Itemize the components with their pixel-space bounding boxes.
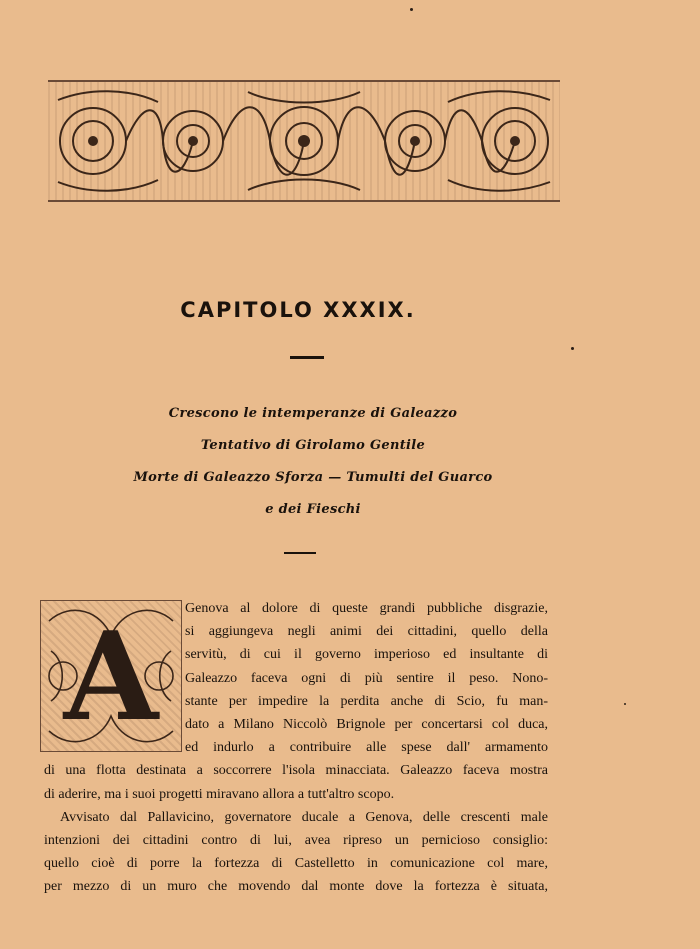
text-line: per mezzo di un muro che movendo dal monte dove la fortezza è situata, — [44, 879, 548, 895]
summary-line: e dei Fieschi — [265, 502, 361, 517]
text-line: si aggiungeva negli animi dei cittadini, quello della — [185, 624, 548, 640]
summary-divider-rule — [284, 552, 316, 554]
text-line: di aderire, ma i suoi progetti miravano allora a tutt'altro scopo. — [44, 786, 395, 802]
ink-speck — [624, 703, 626, 705]
text-line: Avvisato dal Pallavicino, governatore ducale a Genova, delle crescenti male — [60, 809, 548, 825]
title-divider-rule — [290, 356, 324, 359]
text-line: quello cioè di porre la fortezza di Castelletto in comunicazione col mare, — [44, 856, 548, 872]
ornament-scrollwork — [48, 82, 560, 200]
summary-line: Tentativo di Girolamo Gentile — [200, 438, 426, 453]
summary-line: Morte di Galeazzo Sforza — Tumulti del Guarco — [133, 470, 493, 485]
text-line: stante per impedire la perdita anche di Scio, fu man- — [185, 693, 548, 709]
ornamental-header-band — [48, 80, 560, 202]
text-line: servitù, di cui il governo imperioso ed insultante di — [185, 647, 548, 663]
text-line: di una flotta destinata a soccorrere l'isola minacciata. Galeazzo faceva mostra — [44, 763, 548, 779]
body-text — [44, 597, 548, 899]
summary-line: Crescono le intemperanze di Galeazzo — [168, 406, 458, 421]
dropcap-letter: A — [63, 604, 159, 748]
text-line: intenzioni dei cittadini contro di lui, avea ripreso un pernicioso consiglio: — [44, 833, 548, 849]
chapter-title: CAPITOLO XXXIX. — [180, 298, 416, 322]
ink-speck — [571, 347, 574, 350]
text-line: ed indurlo a contribuire alle spese dall' armamento — [185, 740, 548, 756]
text-line: Genova al dolore di queste grandi pubbliche disgrazie, — [185, 601, 548, 616]
chapter-summary — [78, 398, 548, 526]
text-line: dato a Milano Niccolò Brignole per concertarsi col duca, — [185, 717, 548, 733]
text-line: Galeazzo faceva ogni di più sentire il peso. Nono- — [185, 670, 548, 686]
ink-speck — [410, 8, 413, 11]
